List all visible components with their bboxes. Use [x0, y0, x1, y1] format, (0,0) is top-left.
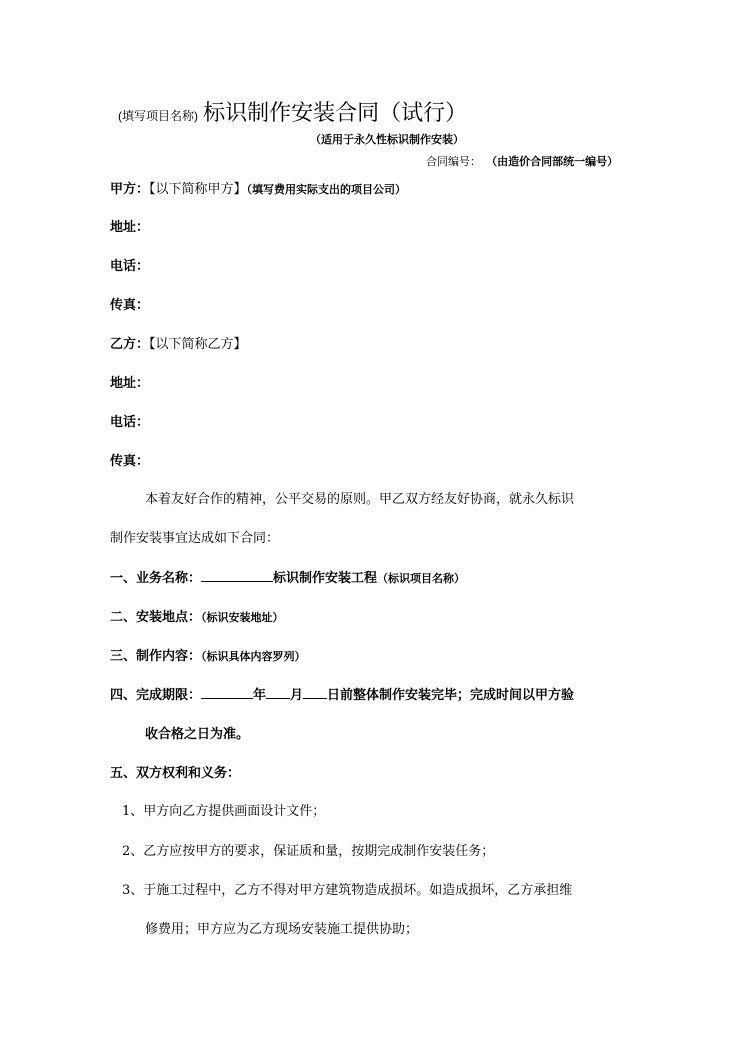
clause-3-hint: （标识具体内容罗列） — [201, 650, 306, 663]
deadline-year-blank[interactable] — [201, 685, 253, 699]
party-b-fax: 传真： — [110, 454, 150, 469]
clause-3-label: 三、制作内容： — [110, 649, 202, 664]
party-a-phone: 电话： — [110, 259, 150, 274]
party-b-address: 地址： — [110, 376, 150, 391]
party-a-label: 甲方： — [110, 182, 150, 197]
contract-number-hint: （由造价合同部统一编号） — [486, 155, 619, 168]
clause-2-label: 二、安装地点： — [110, 610, 202, 625]
clause-1-label: 一、业务名称： — [110, 571, 202, 586]
clause-5-label: 五、双方权利和义务： — [110, 766, 241, 781]
clause-1-text: 标识制作安装工程 — [273, 571, 378, 586]
obligation-item: 1、甲方向乙方提供画面设计文件； — [122, 804, 326, 819]
clause-4-label: 四、完成期限： — [110, 688, 202, 703]
preamble-line-1: 本着友好合作的精神，公平交易的原则。甲乙双方经友好协商，就永久标识 — [145, 492, 575, 507]
party-a-hint: （填写费用实际支出的项目公司） — [246, 183, 407, 196]
obligation-item: 3、于施工过程中，乙方不得对甲方建筑物造成损坏。如造成损坏，乙方承担维 — [122, 883, 573, 898]
clause-4 — [110, 684, 574, 703]
clause-2-hint: （标识安装地址） — [201, 611, 284, 624]
clause-3 — [110, 645, 306, 664]
clause-4-month: 月 — [290, 688, 304, 703]
applicability-note: （适用于永久性标识制作安装） — [310, 133, 464, 146]
clause-4-text: 日前整体制作安装完毕；完成时间以甲方验 — [327, 688, 575, 703]
obligation-item: 2、乙方应按甲方的要求，保证质和量，按期完成制作安装任务； — [122, 844, 495, 859]
project-name-hint: (填写项目名称) — [118, 109, 198, 123]
title-block — [118, 96, 467, 127]
page-title: 标识制作安装合同（试行） — [203, 100, 468, 125]
clause-1 — [110, 567, 465, 586]
party-a-address: 地址： — [110, 220, 150, 235]
clause-4-continuation: 收合格之日为准。 — [145, 727, 250, 742]
party-b-label: 乙方： — [110, 337, 150, 352]
party-b-phone: 电话： — [110, 415, 150, 430]
party-a-line — [110, 178, 406, 197]
party-a-alias: 【以下简称甲方】 — [149, 182, 247, 197]
contract-number — [426, 150, 618, 169]
obligation-item-continuation: 修费用；甲方应为乙方现场安装施工提供协助； — [145, 922, 419, 937]
party-a-fax: 传真： — [110, 298, 150, 313]
clause-2 — [110, 606, 284, 625]
business-name-blank[interactable] — [201, 568, 273, 582]
party-b-line — [110, 333, 247, 352]
deadline-month-blank[interactable] — [266, 685, 290, 699]
party-b-alias: 【以下简称乙方】 — [149, 337, 247, 352]
preamble-line-2: 制作安装事宜达成如下合同： — [110, 531, 280, 546]
deadline-day-blank[interactable] — [303, 685, 327, 699]
contract-number-label: 合同编号： — [426, 155, 481, 168]
clause-1-hint: （标识项目名称） — [377, 572, 466, 585]
clause-4-year: 年 — [253, 688, 267, 703]
